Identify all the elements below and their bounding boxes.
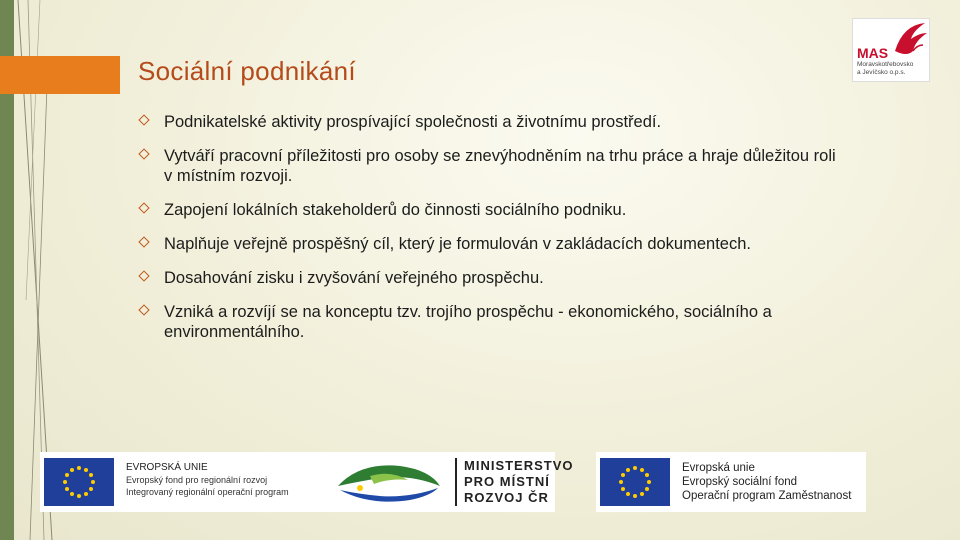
diamond-bullet-icon xyxy=(138,114,149,125)
eu-flag-icon xyxy=(600,458,670,506)
diamond-bullet-icon xyxy=(138,202,149,213)
bullet-item: Dosahování zisku i zvyšování veřejného prospěchu. xyxy=(138,268,838,288)
mas-logo xyxy=(852,18,930,82)
diamond-bullet-icon xyxy=(138,304,149,315)
diamond-bullet-icon xyxy=(138,236,149,247)
diamond-bullet-icon xyxy=(138,270,149,281)
bullet-item: Vytváří pracovní příležitosti pro osoby se znevýhodněním na trhu práce a hraje důležitou roli v místním rozvoji. xyxy=(138,146,838,186)
mas-subtitle: Moravskotřebovsko a Jevíčsko o.p.s. xyxy=(857,61,914,76)
eu-flag-icon xyxy=(44,458,114,506)
bullet-item: Vzniká a rozvíjí se na konceptu tzv. trojího prospěchu - ekonomického, sociálního a environmentálního. xyxy=(138,302,838,342)
footer-logos-right xyxy=(596,452,866,512)
bullet-list xyxy=(138,112,838,356)
mmr-text: MINISTERSTVO PRO MÍSTNÍ ROZVOJ ČR xyxy=(464,458,574,505)
eu-erdf-text: EVROPSKÁ UNIE Evropský fond pro regionální rozvoj Integrovaný regionální operační program xyxy=(126,462,289,497)
footer-logos-left xyxy=(40,452,574,512)
mmr-divider xyxy=(455,458,457,506)
eu-esf-text: Evropská unie Evropský sociální fond Operační program Zaměstnanost xyxy=(682,462,852,502)
bullet-item: Zapojení lokálních stakeholderů do činnosti sociálního podniku. xyxy=(138,200,838,220)
title-accent-tab xyxy=(0,56,120,94)
bullet-item: Naplňuje veřejně prospěšný cíl, který je formulován v zakládacích dokumentech. xyxy=(138,234,838,254)
bullet-item: Podnikatelské aktivity prospívající společnosti a životnímu prostředí. xyxy=(138,112,838,132)
diamond-bullet-icon xyxy=(138,148,149,159)
mmr-logo-icon xyxy=(330,456,445,508)
mas-abbr: MAS xyxy=(857,45,889,61)
bird-wing-icon xyxy=(891,21,929,61)
slide-title: Sociální podnikání xyxy=(138,56,356,86)
